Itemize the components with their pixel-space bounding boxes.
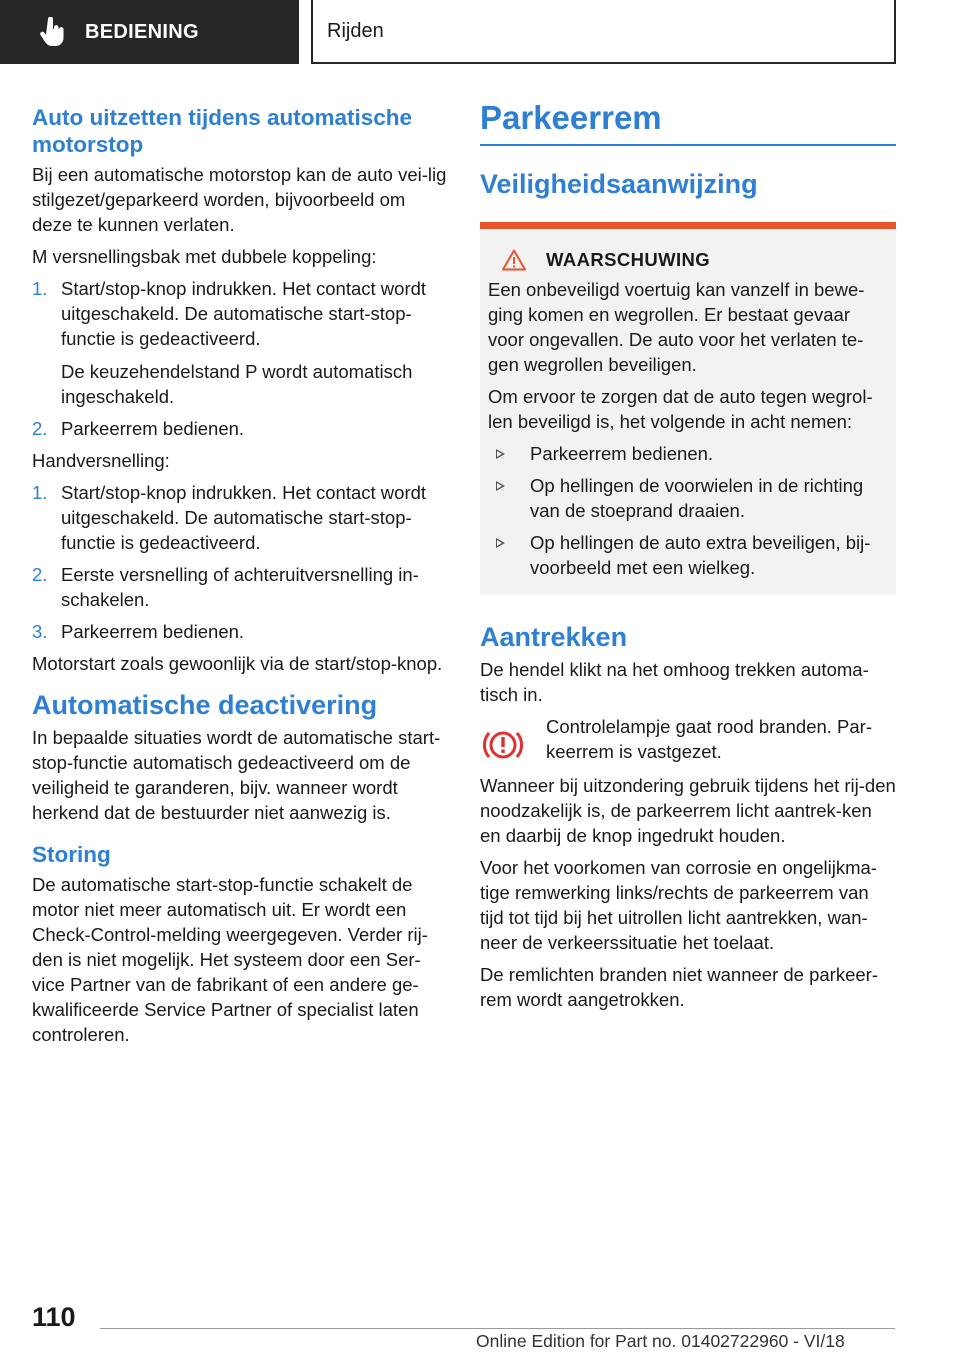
step-text: Eerste versnelling of achteruitversnelling in‐schakelen. [61,564,419,610]
chapter-tab [0,0,299,64]
warning-text: Een onbeveiligd voertuig kan vanzelf in bewe‐ging komen en wegrollen. Er bestaat gevaar voor ongevallen. De auto voor het verlaten te‐gen wegrollen beveiligen. [488,279,865,375]
warning-box [480,222,896,595]
bullet-triangle-icon [496,449,505,459]
heading-parkeerrem: Parkeerrem [480,96,896,146]
steps-list-manual [32,480,448,644]
warning-triangle-icon [502,249,526,271]
bullet-triangle-icon [496,481,505,491]
paragraph: De remlichten branden niet wanneer de parkeer‐rem wordt aangetrokken. [480,964,878,1010]
heading-safety: Veiligheidsaanwijzing [480,169,758,199]
paragraph: Motorstart zoals gewoonlijk via de start/stop-knop. [32,653,443,674]
heading-aantrekken: Aantrekken [480,622,628,652]
step-text: Start/stop-knop indrukken. Het contact wordt uitgeschakeld. De automatische start-stop-functie is gedeactiveerd. [61,278,427,349]
list-item [32,276,448,409]
heading-storing: Storing [32,842,111,867]
chapter-title: BEDIENING [85,20,199,43]
step-number: 3. [32,621,48,642]
section-tab [311,0,896,64]
page-number: 110 [32,1302,76,1332]
step-text: Parkeerrem bedienen. [61,418,245,439]
bullet-item [496,441,888,466]
right-column [480,96,896,1019]
brake-warning-lamp-icon [482,724,524,766]
heading-autostop: Auto uitzetten tijdens automatische motorstop [32,105,413,157]
warning-text: Om ervoor te zorgen dat de auto tegen wegrol‐len beveiligd is, het volgende in acht nemen: [488,386,873,432]
warning-bullets [488,441,888,580]
hand-pointer-icon [40,17,66,47]
paragraph: Handversnelling: [32,450,170,471]
footer-divider [100,1328,895,1329]
list-item [32,480,448,555]
paragraph: De hendel klikt na het omhoog trekken automa‐tisch in. [480,659,869,705]
paragraph: Bij een automatische motorstop kan de auto vei‐lig stilgezet/geparkeerd worden, bijvoorbeeld om deze te kunnen verlaten. [32,164,447,235]
paragraph: In bepaalde situaties wordt de automatische start-stop-functie automatisch gedeactiveerd om de veiligheid te garanderen, bijv. wanneer wordt herkend dat de bestuurder niet aanwezig is. [32,727,441,823]
bullet-text: Parkeerrem bedienen. [530,443,714,464]
bullet-item [496,530,888,580]
list-item [32,619,448,644]
lamp-text: Controlelampje gaat rood branden. Par‐keerrem is vastgezet. [546,716,872,762]
step-text: Parkeerrem bedienen. [61,621,245,642]
bullet-text: Op hellingen de auto extra beveiligen, bij‐voorbeeld met een wielkeg. [530,532,871,578]
bullet-item [496,473,888,523]
paragraph: Wanneer bij uitzondering gebruik tijdens het rij‐den noodzakelijk is, de parkeerrem licht aantrek‐ken en daarbij de knop ingedrukt houden. [480,775,896,846]
steps-list-dct [32,276,448,441]
list-item [32,416,448,441]
section-title: Rijden [327,19,384,42]
edition-text: Online Edition for Part no. 01402722960 - VI/18 [476,1331,845,1351]
step-subtext: De keuzehendelstand P wordt automatisch ingeschakeld. [61,361,413,407]
warning-header [488,249,888,271]
step-number: 1. [32,482,48,503]
indicator-lamp-row [480,714,896,766]
step-number: 2. [32,564,48,585]
step-text: Start/stop-knop indrukken. Het contact wordt uitgeschakeld. De automatische start-stop-functie is gedeactiveerd. [61,482,427,553]
heading-deactivation: Automatische deactivering [32,690,378,720]
bullet-text: Op hellingen de voorwielen in de richting van de stoeprand draaien. [530,475,864,521]
list-item [32,562,448,612]
paragraph: De automatische start-stop-functie schakelt de motor niet meer automatisch uit. Er wordt een Check-Control-melding weergegeven. Verder rij‐den is niet mogelijk. Het systeem door een Ser‐vice Partner van de fabrikant of een andere ge‐kwalificeerde Service Partner of specialist laten controleren. [32,874,428,1045]
left-column [32,98,448,1054]
step-number: 1. [32,278,48,299]
bullet-triangle-icon [496,538,505,548]
paragraph: M versnellingsbak met dubbele koppeling: [32,246,377,267]
paragraph: Voor het voorkomen van corrosie en ongelijkma‐tige remwerking links/rechts de parkeerrem van tijd tot tijd bij het uitrollen licht aantrekken, wan‐neer de verkeerssituatie het toelaat. [480,857,877,953]
warning-title: WAARSCHUWING [546,249,711,270]
step-number: 2. [32,418,48,439]
